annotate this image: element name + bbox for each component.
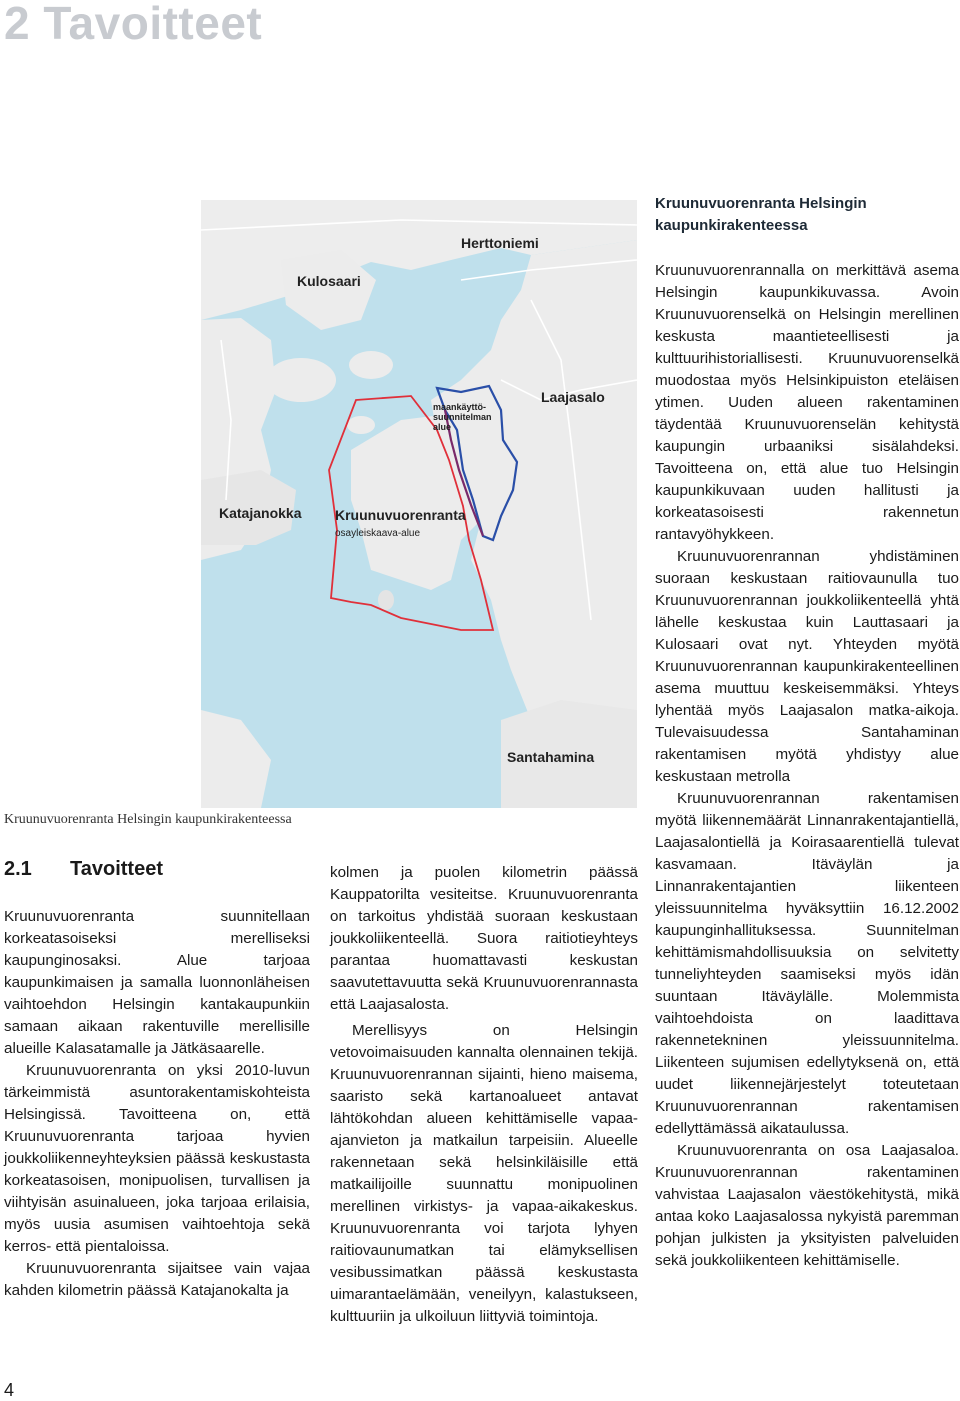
- map-label-maankaytto-1: maankäyttö-: [433, 402, 487, 412]
- page-number: 4: [4, 1380, 15, 1400]
- map-label-kulosaari: Kulosaari: [297, 273, 361, 289]
- map-label-santahamina: Santahamina: [507, 749, 595, 765]
- map-island-1: [266, 358, 336, 402]
- section-title: Tavoitteet: [70, 858, 163, 880]
- column-left: [4, 906, 310, 1302]
- paragraph: Kruunuvuorenrannalla on merkittävä asema Helsingin kaupunkikuvassa. Avoin Kruunuvuorenselkä on Helsingin merellinen keskusta maantieteellisesti ja kulttuurihistoriallisesti. Kruunuvuorenselkä muodostaa myös Helsinkipuiston eteläisen ytimen. Uuden alueen rakentaminen täydentää Kruunuvuorenselän kehitystä kaupungin urbaaniksi sisälahdeksi. Tavoitteena on, että alue tuo Helsingin kaupunkikuvaan uuden hallitusti ja korkeatasoisesti rakennetun rantavyöhykkeen.: [655, 262, 959, 543]
- paragraph: Kruunuvuorenranta sijaitsee vain vajaa kahden kilometrin päässä Katajanokalta ja: [4, 1260, 310, 1299]
- paragraph: Kruunuvuorenrannan yhdistäminen suoraan keskustaan raitiovaunulla tuo Kruunuvuorenrannan joukkoliikenteellä yhtä lähelle keskustaa kuin Lauttasaari ja Kulosaari ovat nyt. Yhteyden myötä Kruunuvuorenrannan kaupunkirakenteellinen asema muuttuu keskeisemmäksi. Yhteys lyhentää myös Laajasalon matka-aikoja. Tulevaisuudessa Santahaminan rakentamisen myötä yhdistyy alue keskustaan metrolla: [655, 548, 959, 785]
- paragraph: Kruunuvuorenranta on yksi 2010-luvun tärkeimmistä asuntorakentamiskohteista Helsingissä. Tavoitteena on, että Kruunuvuorenranta tarjoaa hyvien joukkoliikenneyhteyksien päässä keskustasta korkeatasoisen, monipuolisen, turvallisen ja viihtyisän asuinalueen, joka tarjoaa erilaisia, myös uusia asumisen vaihtoehtoja sekä kerros- että pientaloissa.: [4, 1062, 310, 1255]
- map-island-2: [349, 351, 393, 379]
- map-label-maankaytto-3: alue: [433, 422, 452, 432]
- section-number: 2.1: [4, 858, 32, 880]
- map-label-kruunuvuorenranta: Kruunuvuorenranta: [335, 507, 466, 523]
- map-island-3: [347, 416, 375, 434]
- map-caption: Kruunuvuorenranta Helsingin kaupunkirakenteessa: [4, 812, 292, 827]
- map-label-laajasalo: Laajasalo: [541, 389, 605, 405]
- paragraph: kolmen ja puolen kilometrin päässä Kauppatorilta vesiteitse. Kruunuvuorenranta on tarkoitus yhdistää suoraan keskustaan joukkoliikenteellä. Suora raitiotieyhteys parantaa huomattavasti keskustan saavutettavuutta sekä Kruunuvuorenrannasta että Laajasalosta.: [330, 864, 638, 1013]
- map-caption-title: Kruunuvuorenranta Helsingin kaupunkirakenteessa: [655, 195, 867, 234]
- map-label-herttoniemi: Herttoniemi: [461, 235, 539, 251]
- map-label-maankaytto-2: suunnitelman: [433, 412, 492, 422]
- column-middle: [330, 862, 638, 1328]
- helsinki-map: [201, 200, 637, 808]
- paragraph: Kruunuvuorenranta suunnitellaan korkeatasoiseksi merelliseksi kaupunginosaksi. Alue tarjoaa kaupunkimaisen ja samalla luonnonläheisen vaihtoehdon Helsingin kantakaupunkiin samaan aikaan rakentuville merellisille alueille Kalasatamalle ja Jätkäsaarelle.: [4, 908, 310, 1057]
- map-island-4: [378, 590, 394, 610]
- chapter-title: 2 Tavoitteet: [4, 0, 263, 49]
- section-heading: [4, 858, 163, 881]
- paragraph: Merellisyys on Helsingin vetovoimaisuuden kannalta olennainen tekijä. Kruunuvuorenrannan sijainti, hieno maisema, saaristo sekä kartanoalueet antavat lähtökohdan alueen kehittämiselle vapaa-ajanvieton ja matkailun tarpeisiin. Alueelle rakennetaan sekä helsinkiläisille että matkailijoille suunnattu monipuolinen merellinen virkistys- ja vapaa-aikakeskus. Kruunuvuorenranta voi tarjota lyhyen raitiovaunumatkan tai elämyksellisen vesibussimatkan päässä keskustasta uimarantaelämään, veneilyyn, kalastukseen, kulttuuriin ja ulkoiluun liittyviä toimintoja.: [330, 1022, 638, 1325]
- column-right: [655, 260, 959, 1272]
- paragraph: Kruunuvuorenrannan rakentamisen myötä liikennemäärät Linnanrakentajantiellä, Laajasalontiellä ja Koirasaarentiellä tulevat kasvamaan. Itäväylän ja Linnanrakentajantien liikenteen yleissuunnitelma hyväksyttiin 16.12.2002 kaupunginhallituksessa. Suunnitelman kehittämismahdollisuuksia on selvitetty tunneliyhteyden saamiseksi myös idän suuntaan Itäväylälle. Molemmista vaihtoehdoista on laadittava rakennetekninen yleissuunnitelma. Liikenteen sujumisen edellytyksenä on, että uudet liikennejärjestelyt toteutetaan Kruunuvuorenrannan rakentamisen edellyttämässä aikataulussa.: [655, 790, 959, 1137]
- map-graphic: [201, 200, 637, 808]
- map-label-katajanokka: Katajanokka: [219, 505, 302, 521]
- paragraph: Kruunuvuorenranta on osa Laajasaloa. Kruunuvuorenrannan rakentaminen vahvistaa Laajasalon väestökehitystä, mikä antaa koko Laajasalossa nykyistä paremman pohjan julkisten ja yksityisten palveluiden sekä joukkoliikenteen kehittämiselle.: [655, 1142, 959, 1269]
- map-label-osayleiskaava: osayleiskaava-alue: [335, 528, 421, 539]
